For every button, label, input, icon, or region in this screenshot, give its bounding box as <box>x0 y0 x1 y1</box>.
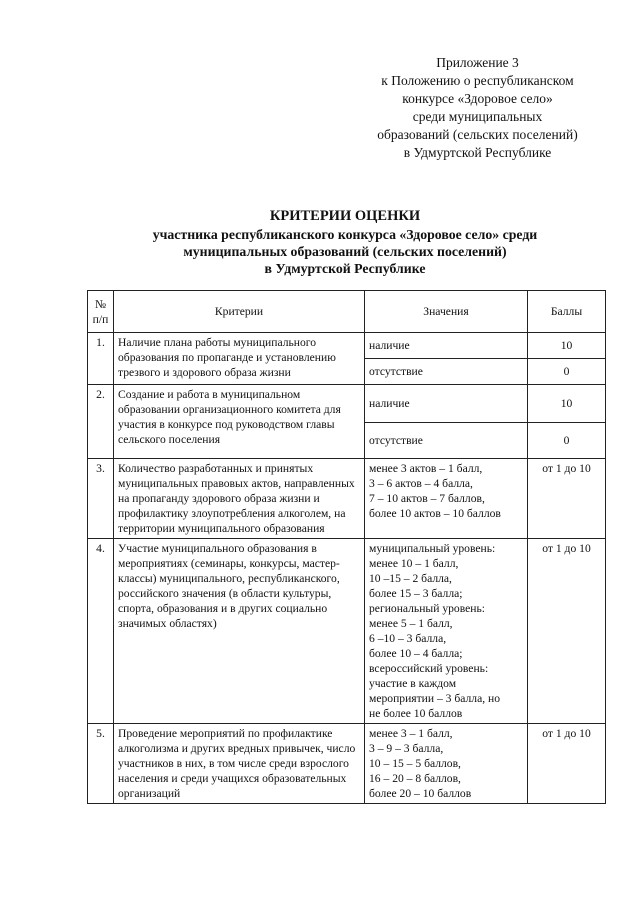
table-row <box>88 459 606 539</box>
title-line: муниципальных образований (сельских поселений) <box>183 244 507 259</box>
value-line: муниципальный уровень: <box>369 542 496 555</box>
value-line: 6 –10 – 3 балла, <box>369 632 447 645</box>
appendix-line: среди муниципальных <box>412 109 543 124</box>
row-points: 0 <box>528 359 606 385</box>
value-line: более 10 – 4 балла; <box>369 647 463 660</box>
value-line: менее 5 – 1 балл, <box>369 617 453 630</box>
row-num: 1. <box>88 333 114 385</box>
value-line: участие в каждом <box>369 677 457 690</box>
table-row <box>88 724 606 804</box>
table-header-row <box>88 291 606 333</box>
title-line: в Удмуртской Республике <box>264 261 426 276</box>
row-points: 10 <box>528 333 606 359</box>
row-points: от 1 до 10 <box>528 459 606 539</box>
value-line: более 10 актов – 10 баллов <box>369 507 501 520</box>
title-line: участника республиканского конкурса «Здоровое село» среди <box>152 227 538 242</box>
header-values: Значения <box>365 291 528 333</box>
value-line: 16 – 20 – 8 баллов, <box>369 772 461 785</box>
row-criteria: Количество разработанных и принятых муниципальных правовых актов, направленных на пропаганду здорового образа жизни и профилактику злоупотребления алкоголем, на территории муниципального образования <box>114 459 365 539</box>
title-main: КРИТЕРИИ ОЦЕНКИ <box>269 208 421 224</box>
row-num: 5. <box>88 724 114 804</box>
row-criteria: Участие муниципального образования в мероприятиях (семинары, конкурсы, мастер-классы) муниципального, республиканского, российского значения (в области культуры, спорта, образования и в других социально значимых областях) <box>114 539 365 724</box>
row-points: 10 <box>528 385 606 423</box>
value-line: всероссийский уровень: <box>369 662 489 675</box>
row-value: наличие <box>365 385 528 423</box>
value-line: региональный уровень: <box>369 602 485 615</box>
appendix-line: конкурсе «Здоровое село» <box>402 91 553 106</box>
appendix-line: Приложение 3 <box>436 55 519 70</box>
value-line: более 20 – 10 баллов <box>369 787 472 800</box>
appendix-line: в Удмуртской Республике <box>403 145 552 160</box>
value-line: менее 3 актов – 1 балл, <box>369 462 483 475</box>
row-value: наличие <box>365 333 528 359</box>
row-criteria: Проведение мероприятий по профилактике алкоголизма и других вредных привычек, число участников в них, в том числе среди взрослого населения и среди учащихся образовательных организаций <box>114 724 365 804</box>
row-points: от 1 до 10 <box>528 724 606 804</box>
row-value: отсутствие <box>365 359 528 385</box>
row-values <box>365 459 528 539</box>
row-points: 0 <box>528 423 606 459</box>
appendix-line: к Положению о республиканском <box>381 73 574 88</box>
row-num: 3. <box>88 459 114 539</box>
table-row <box>88 539 606 724</box>
row-points: от 1 до 10 <box>528 539 606 724</box>
appendix-header <box>330 54 625 162</box>
value-line: 10 – 15 – 5 баллов, <box>369 757 461 770</box>
criteria-table <box>87 290 606 804</box>
value-line: не более 10 баллов <box>369 707 463 720</box>
value-line: 3 – 6 актов – 4 балла, <box>369 477 473 490</box>
value-line: менее 3 – 1 балл, <box>369 727 453 740</box>
row-value: отсутствие <box>365 423 528 459</box>
row-criteria: Наличие плана работы муниципального образования по пропаганде и установлению трезвого и здорового образа жизни <box>114 333 365 385</box>
row-values <box>365 724 528 804</box>
value-line: 3 – 9 – 3 балла, <box>369 742 444 755</box>
document-title <box>60 208 630 277</box>
row-num: 4. <box>88 539 114 724</box>
table-row <box>88 333 606 359</box>
row-criteria: Создание и работа в муниципальном образовании организационного комитета для участия в конкурсе под руководством главы сельского поселения <box>114 385 365 459</box>
header-criteria: Критерии <box>114 291 365 333</box>
value-line: 10 –15 – 2 балла, <box>369 572 452 585</box>
row-values <box>365 539 528 724</box>
header-num: № п/п <box>88 291 114 333</box>
header-points: Баллы <box>528 291 606 333</box>
appendix-line: образований (сельских поселений) <box>377 127 578 142</box>
value-line: более 15 – 3 балла; <box>369 587 463 600</box>
row-num: 2. <box>88 385 114 459</box>
value-line: мероприятии – 3 балла, но <box>369 692 501 705</box>
value-line: 7 – 10 актов – 7 баллов, <box>369 492 485 505</box>
value-line: менее 10 – 1 балл, <box>369 557 459 570</box>
table-row <box>88 385 606 423</box>
